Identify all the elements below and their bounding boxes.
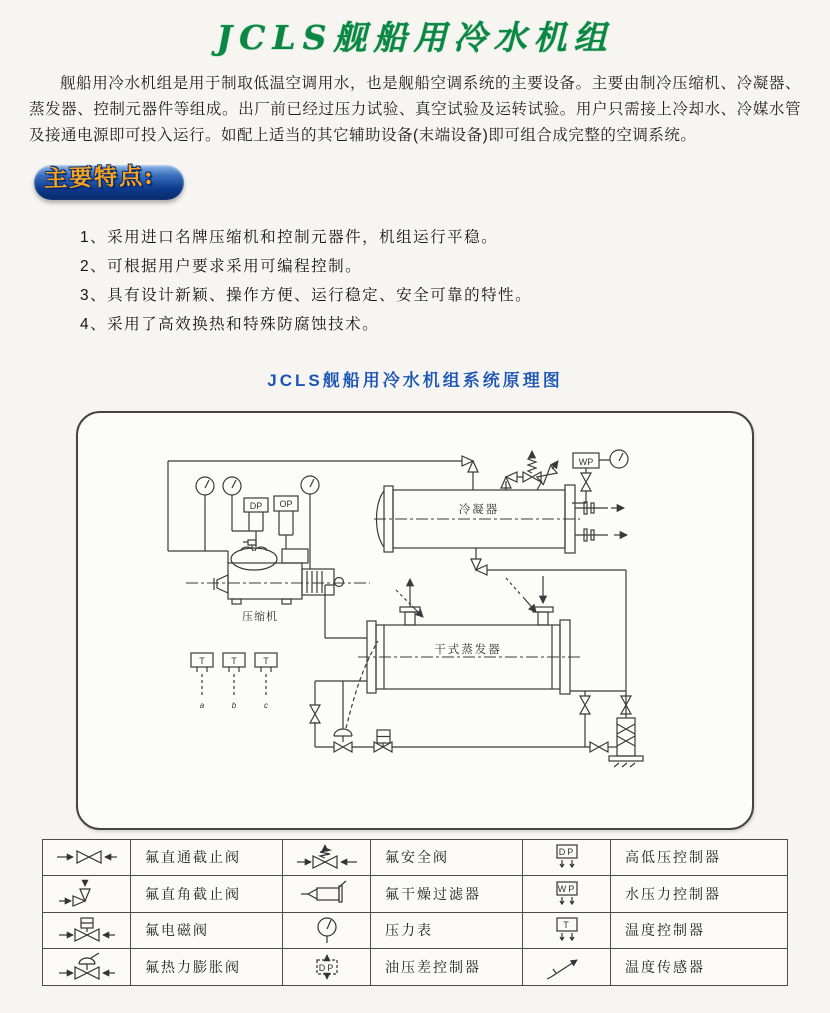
features-badge-label: 主要特点: [43, 162, 155, 193]
oil-pressure-controller [274, 496, 298, 549]
legend-label: 氟电磁阀 [131, 912, 283, 949]
page-title: JCLS舰船用冷水机组 [216, 18, 614, 57]
t-box-label: T [199, 655, 205, 666]
stop-valve-icon [590, 742, 608, 752]
straight-stop-valve-icon [52, 842, 122, 872]
system-diagram-frame [76, 411, 754, 830]
compressor [186, 540, 370, 623]
diagram-title: JCLS舰船用冷水机组系统原理图 [267, 370, 563, 390]
features-badge [34, 162, 184, 200]
angle-valve-icon [462, 456, 478, 472]
pressure-gauge-icon [301, 476, 319, 494]
legend-label: 高低压控制器 [611, 839, 788, 876]
angle-valve-icon [501, 472, 517, 488]
legend-label: 油压差控制器 [371, 949, 523, 986]
features-list [80, 223, 830, 340]
temperature-controllers [191, 653, 277, 710]
pressure-gauge-icon [223, 477, 241, 495]
pressure-gauge-icon [292, 915, 362, 945]
legend-row [43, 912, 788, 949]
pressure-gauge-icon [610, 450, 628, 468]
legend-row [43, 949, 788, 986]
filter-assembly [570, 691, 643, 767]
legend-table [42, 839, 788, 986]
temperature-controller-icon [532, 915, 602, 945]
thermal-expansion-valve-icon [334, 742, 352, 752]
feature-item: 3、具有设计新颖、操作方便、运行稳定、安全可靠的特性。 [80, 287, 533, 305]
condenser-label: 冷凝器 [458, 503, 500, 516]
t-box-label: T [263, 655, 269, 666]
legend-label: 温度控制器 [611, 912, 788, 949]
evaporator-water-connections [400, 576, 553, 625]
compressor-label: 压缩机 [242, 610, 278, 623]
legend-label: 氟热力膨胀阀 [131, 949, 283, 986]
intro-paragraph: 舰船用冷水机组是用于制取低温空调用水，也是舰船空调系统的主要设备。主要由制冷压缩机、冷凝器、蒸发器、控制元器件等组成。出厂前已经过压力试验、真空试验及运转试验。用户只需接上冷却水、冷媒水管及接通电源即可投入运行。如配上适当的其它辅助设备(末端设备)即可组合成完整的空调系统。 [29, 75, 801, 145]
angle-valve-icon [471, 559, 487, 575]
op-box-label: OP [279, 498, 293, 509]
legend-row [43, 876, 788, 913]
evaporator [358, 620, 580, 694]
dp-box-label: DP [249, 500, 263, 511]
drier-filter-icon [292, 879, 362, 909]
suction-piping [325, 585, 367, 638]
feature-item: 2、可根据用户要求采用可编程控制。 [80, 258, 363, 276]
legend-label: 氟安全阀 [371, 839, 523, 876]
legend-label: 氟直角截止阀 [131, 876, 283, 913]
legend-label: 氟直通截止阀 [131, 839, 283, 876]
legend-label: 温度传感器 [611, 949, 788, 986]
stop-valve-icon [581, 473, 591, 491]
t-box-label: T [231, 655, 237, 666]
thermal-expansion-valve-icon [52, 952, 122, 982]
condenser-water-connections [575, 502, 627, 541]
water-pressure-controller [572, 450, 628, 503]
wp-box-label: WP [578, 456, 594, 467]
sensor-c-label: c [264, 700, 268, 710]
sensor-b-label: b [231, 700, 237, 710]
safety-valve-icon [292, 842, 362, 872]
condenser [374, 485, 580, 553]
svg-text:WP: WP [557, 883, 576, 894]
water-pressure-controller-icon [532, 879, 602, 909]
angle-stop-valve-icon [52, 879, 122, 909]
temperature-sensor-icon [532, 952, 602, 982]
system-diagram [78, 413, 752, 828]
feature-item: 4、采用了高效换热和特殊防腐蚀技术。 [80, 316, 380, 334]
sensor-a-label: a [199, 700, 205, 710]
temperature-sensors [396, 578, 536, 617]
svg-text:T: T [562, 920, 571, 931]
stop-valve-icon [580, 696, 590, 714]
pressure-gauge-icon [196, 477, 214, 495]
svg-text:DP: DP [558, 847, 575, 858]
stop-valve-icon [310, 705, 320, 723]
evaporator-label: 干式蒸发器 [434, 643, 502, 656]
pressure-gauges [196, 476, 319, 569]
solenoid-valve-icon [52, 915, 122, 945]
condenser-top-valves [501, 451, 558, 490]
legend-row [43, 839, 788, 876]
discharge-piping [168, 456, 478, 563]
legend-label: 压力表 [371, 912, 523, 949]
legend-label: 水压力控制器 [611, 876, 788, 913]
liquid-line [471, 548, 626, 718]
oil-dp-controller-icon [292, 952, 362, 982]
legend-label: 氟干燥过滤器 [371, 876, 523, 913]
svg-text:DP: DP [318, 962, 335, 973]
feature-item: 1、采用进口名牌压缩机和控制元器件，机组运行平稳。 [80, 229, 499, 247]
hp-lp-controller-icon [532, 842, 602, 872]
expansion-line [310, 641, 590, 752]
